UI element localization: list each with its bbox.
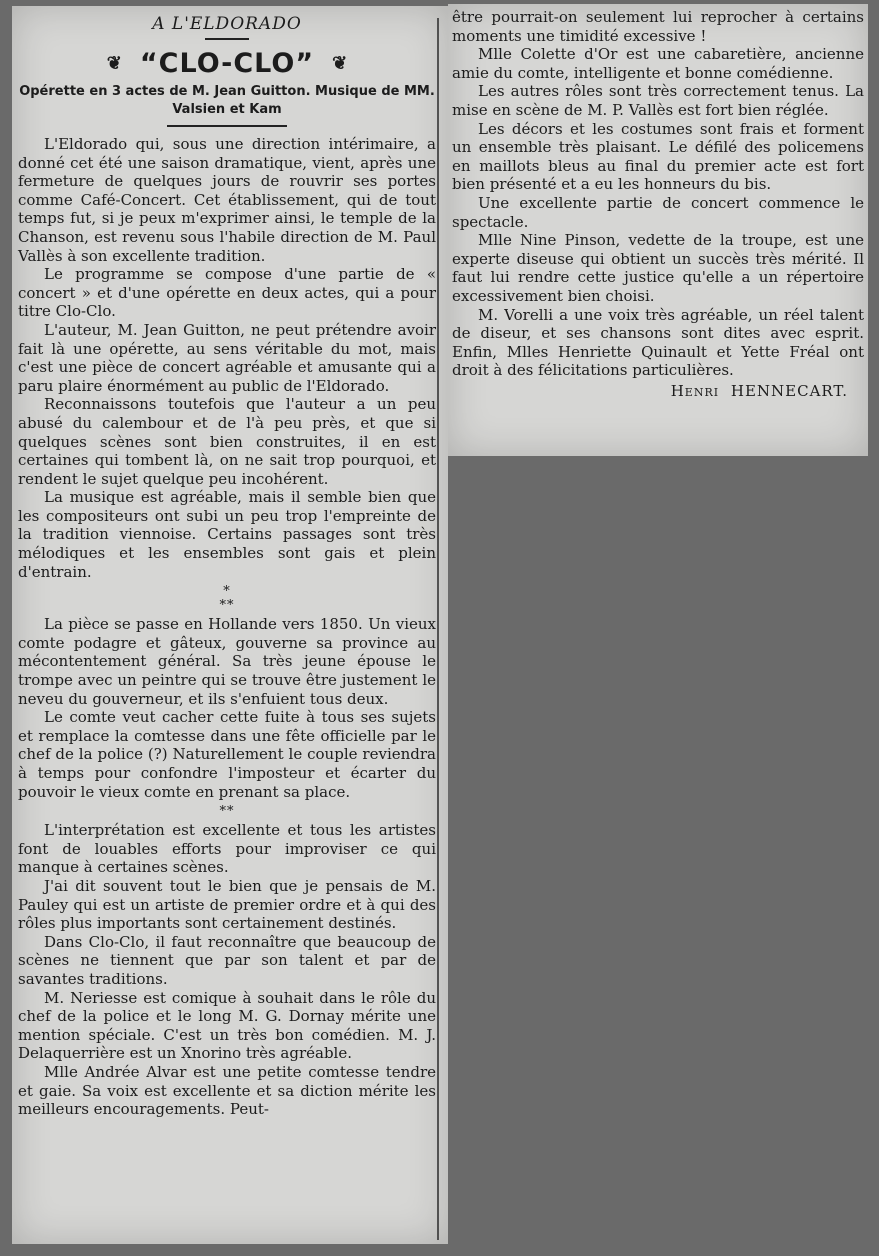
paragraph: Les autres rôles sont très correctement tenus. La mise en scène de M. P. Vallès est fort bien réglée. bbox=[452, 82, 864, 119]
section-heading: A L'ELDORADO bbox=[152, 14, 302, 34]
paragraph: Mlle Nine Pinson, vedette de la troupe, est une experte diseuse qui obtient un succès très mérité. Il faut lui rendre cette justice qu'elle a un répertoire excessivement bien choisi. bbox=[452, 231, 864, 305]
play-title: “CLO-CLO” bbox=[139, 48, 315, 79]
paragraph-continuation: être pourrait-on seulement lui reprocher à certains moments une timidité excessive ! bbox=[452, 8, 864, 45]
title-row bbox=[18, 48, 436, 79]
paragraph: M. Neriesse est comique à souhait dans le rôle du chef de la police et le long M. G. Dornay mérite une mention spéciale. C'est un très bon comédien. M. J. Delaquerrière est un Xnorino très agréable. bbox=[18, 988, 436, 1063]
leaf-ornament-left-icon: ❦ bbox=[106, 53, 122, 74]
right-column bbox=[452, 8, 864, 400]
paragraph: Le programme se compose d'une partie de « concert » et d'une opérette en deux actes, qui a pour titre Clo-Clo. bbox=[18, 265, 436, 321]
section-asterism: * ** bbox=[219, 584, 235, 614]
section-asterism: ** bbox=[219, 804, 235, 820]
paragraph: Reconnaissons toutefois que l'auteur a un peu abusé du calembour et de l'à peu près, et que si quelques scènes sont bien construites, il en est certaines qui tombent là, on ne sait trop pourquoi, et rendent le sujet quelque peu incohérent. bbox=[18, 395, 436, 488]
author-signature bbox=[452, 382, 848, 400]
paragraph: L'auteur, M. Jean Guitton, ne peut prétendre avoir fait là une opérette, au sens véritable du mot, mais c'est une pièce de concert agréable et amusante qui a paru plaire énormément au public de l'Eldorado. bbox=[18, 320, 436, 395]
play-subtitle: Opérette en 3 actes de M. Jean Guitton. Musique de MM. Valsien et Kam bbox=[19, 84, 435, 117]
paragraph: L'Eldorado qui, sous une direction intérimaire, a donné cet été une saison dramatique, vient, après une fermeture de quelques jours de rouvrir ses portes comme Café-Concert. Cet établissement, qui de tout temps fut, si je peux m'exprimer ainsi, le temple de la Chanson, est revenu sous l'habile direction de M. Paul Vallès à son excellente tradition. bbox=[18, 135, 436, 265]
paragraph: Une excellente partie de concert commence le spectacle. bbox=[452, 193, 864, 231]
paragraph: M. Vorelli a une voix très agréable, un réel talent de diseur, et ses chansons sont dites avec esprit. Enfin, Mlles Henriette Quinault et Yette Fréal ont droit à des félicitations particulières. bbox=[452, 305, 864, 380]
paragraph: J'ai dit souvent tout le bien que je pensais de M. Pauley qui est un artiste de premier ordre et à qui des rôles plus importants sont certainement destinés. bbox=[18, 876, 436, 933]
paragraph: Mlle Colette d'Or est une cabaretière, ancienne amie du comte, intelligente et bonne comédienne. bbox=[452, 45, 864, 82]
paragraph: Le comte veut cacher cette fuite à tous ses sujets et remplace la comtesse dans une fête officielle par le chef de la police (?) Naturellement le couple reviendra à temps pour confondre l'imposteur et écarter du pouvoir le vieux comte en prenant sa place. bbox=[18, 708, 436, 801]
paragraph: Dans Clo-Clo, il faut reconnaître que beaucoup de scènes ne tiennent que par son talent et par de savantes traditions. bbox=[18, 932, 436, 988]
left-column bbox=[18, 14, 436, 1119]
column-divider bbox=[437, 18, 439, 1240]
paragraph: La musique est agréable, mais il semble bien que les compositeurs ont subi un peu trop l'empreinte de la tradition viennoise. Certains passages sont très mélodiques et les ensembles sont gais et plein d'entrain. bbox=[18, 488, 436, 581]
author-last-name: HENNECART. bbox=[730, 381, 848, 400]
subtitle-rule bbox=[167, 125, 287, 127]
leaf-ornament-right-icon: ❦ bbox=[332, 53, 348, 74]
paragraph: L'interprétation est excellente et tous les artistes font de louables efforts pour improviser ce qui manque à certaines scènes. bbox=[18, 821, 436, 877]
paragraph: Mlle Andrée Alvar est une petite comtesse tendre et gaie. Sa voix est excellente et sa diction mérite les meilleurs encouragements. Peut- bbox=[18, 1062, 436, 1119]
paragraph: Les décors et les costumes sont frais et forment un ensemble très plaisant. Le défilé des policemens en maillots bleus au final du premier acte est fort bien présenté et a eu les honneurs du bis. bbox=[452, 119, 864, 194]
heading-rule bbox=[205, 38, 249, 40]
paragraph: La pièce se passe en Hollande vers 1850. Un vieux comte podagre et gâteux, gouverne sa province au mécontentement général. Sa très jeune épouse le trompe avec un peintre qui se trouve être justement le neveu du gouverneur, et ils s'enfuient tous deux. bbox=[18, 615, 436, 708]
author-first-name: Henri bbox=[670, 381, 720, 400]
